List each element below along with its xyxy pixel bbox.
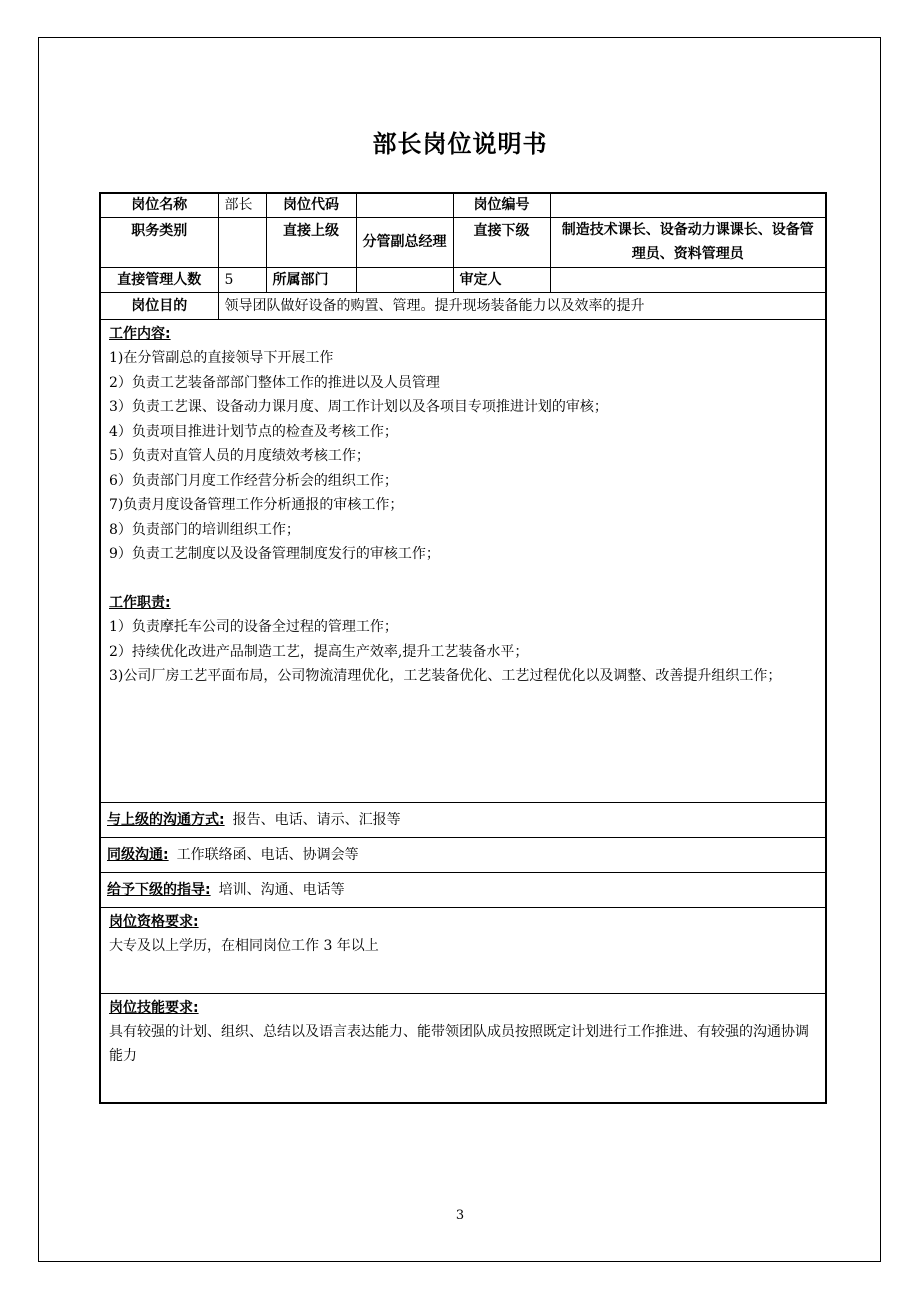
department-value <box>356 267 453 292</box>
document-title: 部长岗位说明书 <box>372 130 548 158</box>
header-row-2 <box>100 217 826 267</box>
headcount-value: 5 <box>218 267 266 292</box>
work-content-item: 7)负责月度设备管理工作分析通报的审核工作； <box>109 497 404 513</box>
direct-superior-label: 直接上级 <box>266 217 356 267</box>
headcount-label: 直接管理人数 <box>100 267 218 292</box>
skills-row <box>100 993 826 1103</box>
communication-up-row <box>100 802 826 837</box>
work-content-title: 工作内容: <box>109 325 171 342</box>
skills-cell <box>100 993 826 1103</box>
work-content-item: 6）负责部门月度工作经营分析会的组织工作； <box>109 472 398 489</box>
direct-superior-value: 分管副总经理 <box>356 217 453 267</box>
position-code-label: 岗位代码 <box>266 193 356 217</box>
guidance-down-cell <box>100 872 826 907</box>
qualification-row <box>100 907 826 993</box>
position-code-value <box>356 193 453 217</box>
job-category-value <box>218 217 266 267</box>
work-section-row <box>100 319 826 802</box>
skills-title: 岗位技能要求: <box>109 999 199 1016</box>
guidance-down-row <box>100 872 826 907</box>
position-purpose-value: 领导团队做好设备的购置、管理。提升现场装备能力以及效率的提升 <box>218 292 826 319</box>
job-description-table <box>99 192 827 1104</box>
work-content-item: 4）负责项目推进计划节点的检查及考核工作； <box>109 423 398 440</box>
work-content-item: 9）负责工艺制度以及设备管理制度发行的审核工作； <box>109 546 440 562</box>
communication-peer-text: 工作联络函、电话、协调会等 <box>176 846 359 863</box>
responsibilities-title: 工作职责: <box>109 594 171 611</box>
position-number-value <box>550 193 826 217</box>
header-row-4 <box>100 292 826 319</box>
position-number-label: 岗位编号 <box>453 193 550 217</box>
approver-label: 审定人 <box>453 267 550 292</box>
responsibility-item: 3)公司厂房工艺平面布局，公司物流清理优化，工艺装备优化、工艺过程优化以及调整、改善提升组织工作； <box>109 668 782 684</box>
work-section <box>100 319 826 802</box>
header-row-3 <box>100 267 826 292</box>
work-content-item: 1)在分管副总的直接领导下开展工作 <box>109 350 334 366</box>
responsibility-item: 1）负责摩托车公司的设备全过程的管理工作； <box>109 619 398 635</box>
header-row-1 <box>100 193 826 217</box>
communication-peer-cell <box>100 837 826 872</box>
guidance-down-text: 培训、沟通、电话等 <box>218 881 345 898</box>
job-category-label: 职务类别 <box>100 217 218 267</box>
work-content-item: 8）负责部门的培训组织工作； <box>109 521 300 538</box>
direct-subordinate-label: 直接下级 <box>453 217 550 267</box>
position-name-label: 岗位名称 <box>100 193 218 217</box>
qualification-title: 岗位资格要求: <box>109 913 199 930</box>
guidance-down-title: 给予下级的指导: <box>107 881 211 898</box>
communication-peer-title: 同级沟通: <box>107 846 169 863</box>
work-content-item: 2）负责工艺装备部部门整体工作的推进以及人员管理 <box>109 374 440 391</box>
position-name-value: 部长 <box>218 193 266 217</box>
skills-text: 具有较强的计划、组织、总结以及语言表达能力、能带领团队成员按照既定计划进行工作推进、有较强的沟通协调能力 <box>109 1024 809 1064</box>
page-number: 3 <box>455 1208 465 1223</box>
work-content-item: 3）负责工艺课、设备动力课月度、周工作计划以及各项目专项推进计划的审核； <box>109 399 608 415</box>
direct-subordinate-value: 制造技术课长、设备动力课课长、设备管理员、资料管理员 <box>550 217 826 267</box>
communication-up-text: 报告、电话、请示、汇报等 <box>232 811 401 828</box>
work-content-item: 5）负责对直管人员的月度绩效考核工作； <box>109 448 370 464</box>
department-label: 所属部门 <box>266 267 356 292</box>
communication-up-cell <box>100 802 826 837</box>
section-spacer <box>109 567 817 591</box>
qualification-cell <box>100 907 826 993</box>
responsibility-item: 2）持续优化改进产品制造工艺，提高生产效率,提升工艺装备水平； <box>109 643 529 660</box>
position-purpose-label: 岗位目的 <box>100 292 218 319</box>
approver-value <box>550 267 826 292</box>
communication-up-title: 与上级的沟通方式: <box>107 811 225 828</box>
qualification-text: 大专及以上学历，在相同岗位工作 3 年以上 <box>109 938 379 954</box>
communication-peer-row <box>100 837 826 872</box>
